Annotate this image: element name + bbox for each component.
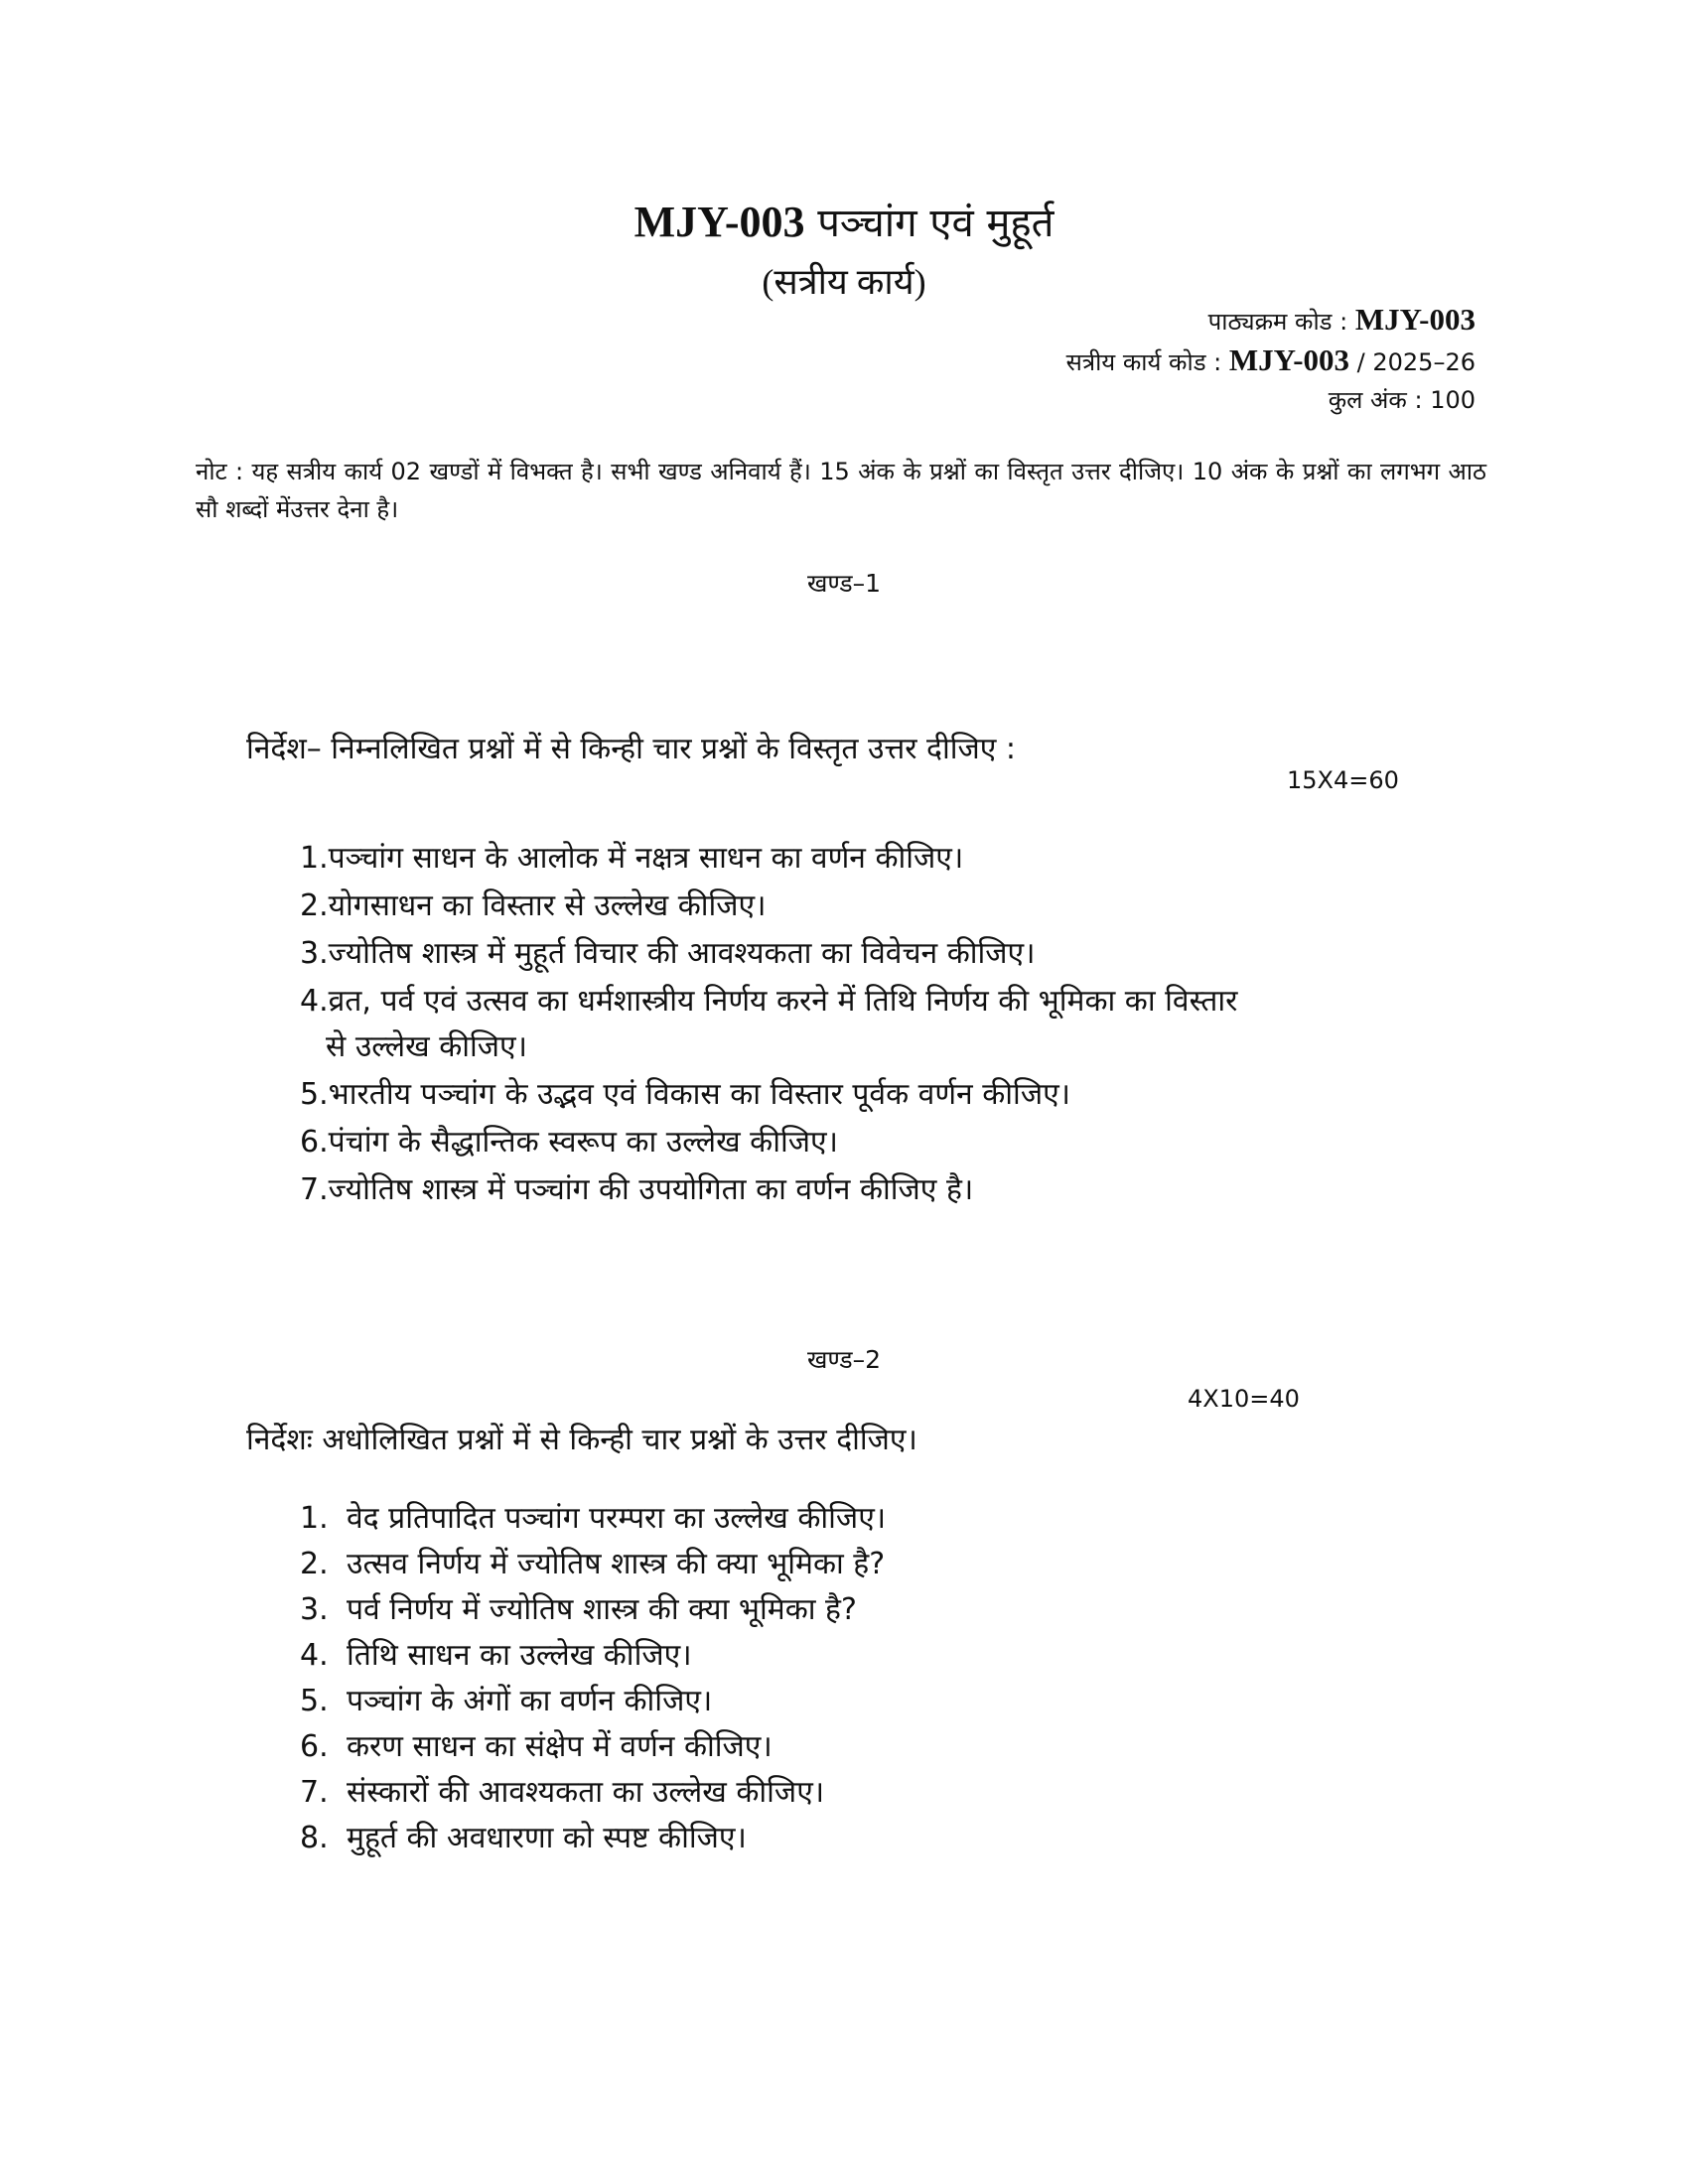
section-2-question [300, 1542, 885, 1582]
session-value: / 2025–26 [1356, 348, 1476, 376]
total-marks-label: कुल अंक : [1328, 386, 1423, 414]
section-2-marks: 4X10=40 [1188, 1385, 1300, 1413]
question-number: 3. [300, 1592, 329, 1627]
section-2-question [300, 1587, 857, 1628]
question-text: करण साधन का संक्षेप में वर्णन कीजिए। [347, 1729, 773, 1764]
course-code-value: MJY-003 [1354, 302, 1476, 337]
question-number: 5. [300, 1684, 329, 1718]
question-text: वेद प्रतिपादित पञ्चांग परम्परा का उल्लेख कीजिए। [347, 1501, 887, 1536]
section-1-heading: खण्ड–1 [806, 569, 882, 598]
course-code-line [1208, 302, 1476, 338]
question-number: 6. [300, 1729, 329, 1764]
question-number: 2. [300, 1547, 329, 1581]
section-1-direction: निर्देश– निम्नलिखित प्रश्नों में से किन्ही चार प्रश्नों के विस्तृत उत्तर दीजिए : [246, 732, 1017, 766]
section-1-question: 1.पञ्चांग साधन के आलोक में नक्षत्र साधन का वर्णन कीजिए। [300, 841, 964, 876]
section-2-heading: खण्ड–2 [806, 1345, 882, 1374]
section-1-question-continued: से उल्लेख कीजिए। [326, 1029, 528, 1064]
question-text: संस्कारों की आवश्यकता का उल्लेख कीजिए। [347, 1775, 825, 1810]
section-1-question: 4.व्रत, पर्व एवं उत्सव का धर्मशास्त्रीय निर्णय करने में तिथि निर्णय की भूमिका का विस्तार [300, 984, 1238, 1019]
section-1-marks: 15X4=60 [1287, 766, 1399, 794]
section-1-question: 6.पंचांग के सैद्धान्तिक स्वरूप का उल्लेख कीजिए। [300, 1125, 838, 1160]
question-text: उत्सव निर्णय में ज्योतिष शास्त्र की क्या भूमिका है? [347, 1547, 886, 1581]
question-text: पर्व निर्णय में ज्योतिष शास्त्र की क्या भूमिका है? [347, 1592, 857, 1627]
question-number: 7. [300, 1775, 329, 1810]
total-marks-line [1329, 383, 1476, 416]
total-marks-value: 100 [1430, 386, 1476, 414]
question-number: 4. [300, 1638, 329, 1673]
title-course-name: पञ्चांग एवं मुहूर्त [817, 201, 1055, 246]
page-subtitle: (सत्रीय कार्य) [762, 262, 926, 302]
section-2-question [300, 1496, 886, 1537]
assignment-code-value: MJY-003 [1228, 342, 1350, 377]
section-2-question [300, 1679, 712, 1719]
section-2-question [300, 1770, 824, 1811]
section-2-question [300, 1724, 773, 1765]
assignment-code-line [1066, 342, 1476, 378]
assignment-code-label: सत्रीय कार्य कोड : [1065, 348, 1222, 376]
question-text: तिथि साधन का उल्लेख कीजिए। [347, 1638, 692, 1673]
section-1-question: 2.योगसाधन का विस्तार से उल्लेख कीजिए। [300, 888, 767, 923]
question-number: 8. [300, 1821, 329, 1855]
question-number: 1. [300, 1501, 329, 1536]
section-2-question [300, 1633, 692, 1674]
section-2-direction: निर्देशः अधोलिखित प्रश्नों में से किन्ही चार प्रश्नों के उत्तर दीजिए। [246, 1423, 917, 1457]
page-title [0, 194, 1688, 248]
title-course-code: MJY-003 [633, 198, 805, 246]
question-text: मुहूर्त की अवधारणा को स्पष्ट कीजिए। [347, 1821, 747, 1855]
section-1-question: 7.ज्योतिष शास्त्र में पञ्चांग की उपयोगिता का वर्णन कीजिए है। [300, 1172, 974, 1207]
section-1-question: 5.भारतीय पञ्चांग के उद्भव एवं विकास का विस्तार पूर्वक वर्णन कीजिए। [300, 1077, 1071, 1112]
section-2-question [300, 1816, 747, 1856]
section-1-question: 3.ज्योतिष शास्त्र में मुहूर्त विचार की आवश्यकता का विवेचन कीजिए। [300, 936, 1036, 971]
instructions-note: नोट : यह सत्रीय कार्य 02 खण्डों में विभक्त है। सभी खण्ड अनिवार्य हैं। 15 अंक के प्रश्नों का विस्तृत उत्तर दीजिए। 10 अंक के प्रश्नों का लगभग आठ सौ शब्दों मेंउत्तर देना है। [196, 458, 1486, 523]
course-code-label: पाठ्यक्रम कोड : [1207, 308, 1348, 336]
question-text: पञ्चांग के अंगों का वर्णन कीजिए। [347, 1684, 713, 1718]
